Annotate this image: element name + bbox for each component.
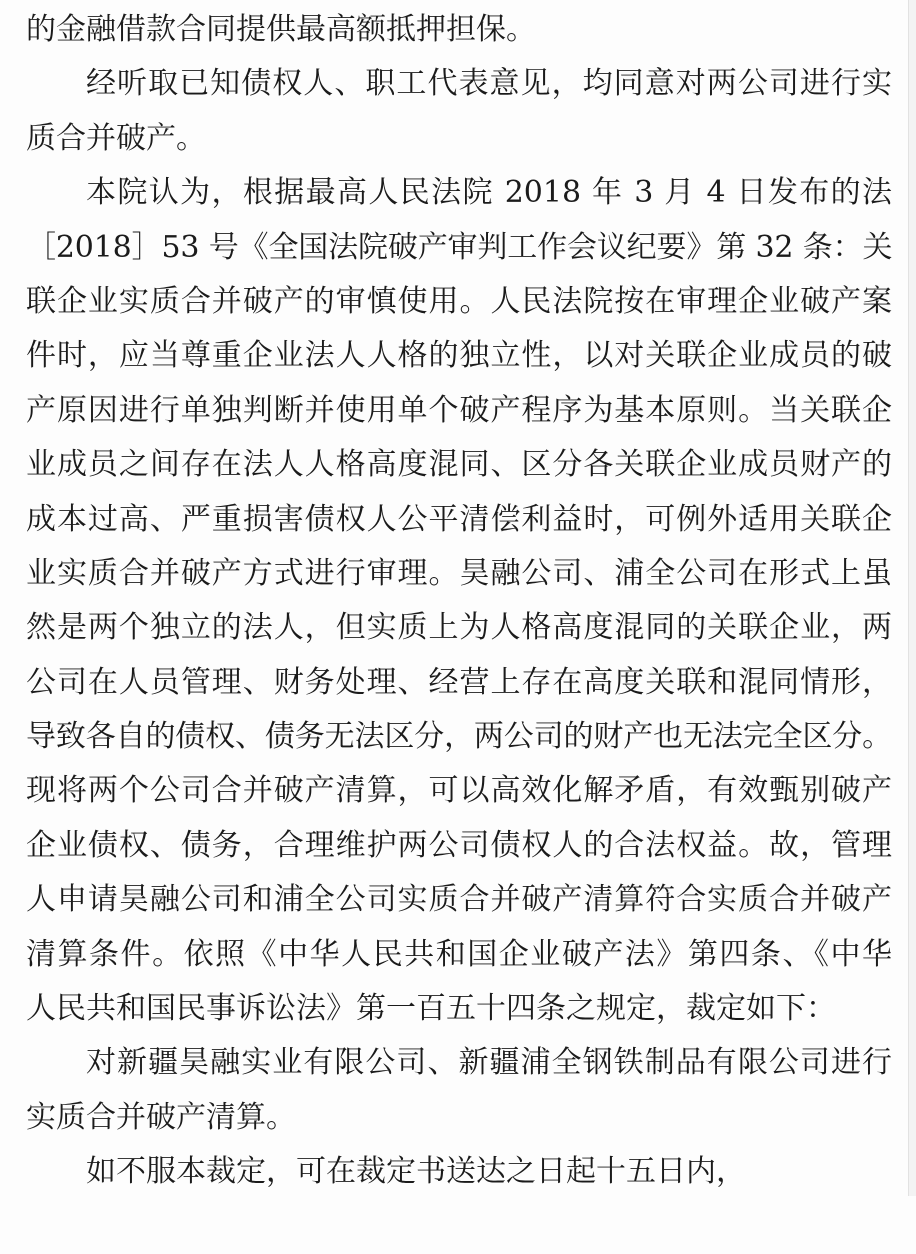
- text-line: 业成员之间存在法人人格高度混同、区分各关联企业成员财产的: [26, 447, 892, 483]
- text-line: 清算条件。依照《中华人民共和国企业破产法》第四条、《中华: [26, 936, 892, 972]
- document-body: [26, 3, 892, 1200]
- text-line: 公司在人员管理、财务处理、经营上存在高度关联和混同情形，: [26, 664, 892, 700]
- text-line: 质合并破产。: [26, 120, 206, 156]
- text-line: 人民共和国民事诉讼法》第一百五十四条之规定，裁定如下：: [26, 991, 836, 1027]
- text-line: 如不服本裁定，可在裁定书送达之日起十五日内，: [86, 1154, 746, 1190]
- page-edge-shadow: [908, 0, 916, 1196]
- text-line: 人申请昊融公司和浦全公司实质合并破产清算符合实质合并破产: [26, 882, 892, 918]
- text-line: ［2018］53 号《全国法院破产审判工作会议纪要》第 32 条：关: [26, 229, 893, 265]
- text-line: 对新疆昊融实业有限公司、新疆浦全钢铁制品有限公司进行: [86, 1045, 892, 1081]
- text-line: 成本过高、严重损害债权人公平清偿利益时，可例外适用关联企: [26, 501, 892, 537]
- text-line: 业实质合并破产方式进行审理。昊融公司、浦全公司在形式上虽: [26, 555, 892, 591]
- text-line: 企业债权、债务，合理维护两公司债权人的合法权益。故，管理: [26, 827, 892, 863]
- text-line: 本院认为，根据最高人民法院 2018 年 3 月 4 日发布的法: [86, 175, 892, 211]
- text-line: 经听取已知债权人、职工代表意见，均同意对两公司进行实: [86, 66, 892, 102]
- text-line: 现将两个公司合并破产清算，可以高效化解矛盾，有效甄别破产: [26, 773, 892, 809]
- text-line: 件时，应当尊重企业法人人格的独立性，以对关联企业成员的破: [26, 338, 892, 374]
- text-line: 然是两个独立的法人，但实质上为人格高度混同的关联企业，两: [26, 610, 892, 646]
- text-line: 联企业实质合并破产的审慎使用。人民法院按在审理企业破产案: [26, 283, 892, 319]
- text-line: 的金融借款合同提供最高额抵押担保。: [26, 12, 536, 47]
- text-line: 产原因进行单独判断并使用单个破产程序为基本原则。当关联企: [26, 392, 892, 428]
- text-line: 导致各自的债权、债务无法区分，两公司的财产也无法完全区分。: [26, 719, 892, 755]
- text-line: 实质合并破产清算。: [26, 1099, 296, 1135]
